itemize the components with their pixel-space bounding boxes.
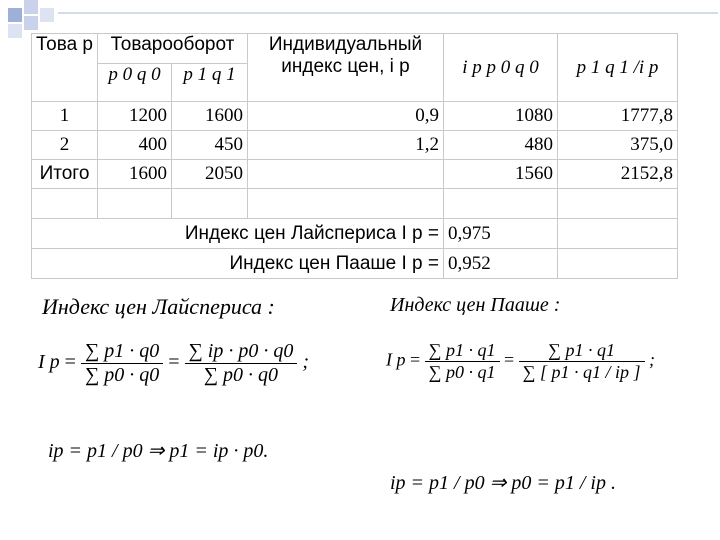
paasche-formula-title: Индекс цен Пааше : <box>390 294 561 316</box>
cell-ip <box>248 160 444 189</box>
header-goods: Това р <box>32 34 98 102</box>
deco-square <box>8 24 22 38</box>
cell-p0q0: 1600 <box>98 160 172 189</box>
table-row-empty <box>32 189 678 219</box>
ip-definition-right: ip = p1 / p0 ⇒ p0 = p1 / ip . <box>390 472 616 494</box>
ip-definition-left: ip = p1 / p0 ⇒ p1 = ip · p0. <box>48 440 269 462</box>
cell-p0q0: 1200 <box>98 102 172 131</box>
fraction-ip-p0q0-over-p0q0: $\frac{\sum ip \cdot p0 \cdot q0}{\sum p0 \cdot q0}$ <box>185 340 298 387</box>
cell-ip-p0q0: 480 <box>444 131 558 160</box>
fraction-p1q0-over-p0q0: $\frac{\sum p1 \cdot q0}{\sum p0 \cdot q0}$ <box>81 340 163 387</box>
header-p1q1: p 1 q 1 <box>172 64 248 102</box>
header-p0q0: p 0 q 0 <box>98 64 172 102</box>
cell-p1q1-div-ip: 375,0 <box>558 131 678 160</box>
cell-p1q1: 450 <box>172 131 248 160</box>
fraction-p1q1-over-sum-div: $\frac{\sum p1 \cdot q1}{\sum [ p1 \cdot q1 / ip ]}$ <box>519 340 645 383</box>
formula-ip: I p <box>38 351 60 374</box>
cell-p1q1: 2050 <box>172 160 248 189</box>
paasche-label: Индекс цен Пааше I p = <box>32 249 444 279</box>
deco-square <box>24 0 38 14</box>
laspeyres-formula: I p = $\frac{\sum p1 \cdot q0}{\sum p0 \cdot q0}$ = $\frac{\sum ip \cdot p0 \cdot q0}{\sum p0 \cdot q0}$ ; <box>38 340 309 386</box>
table-row <box>32 102 678 131</box>
header-individual-index: Индивидуальный индекс цен, i p <box>248 34 444 102</box>
table-row-laspeyres <box>32 219 678 249</box>
table-row-total <box>32 160 678 189</box>
cell-ip-p0q0: 1560 <box>444 160 558 189</box>
deco-square <box>8 8 22 22</box>
index-table <box>31 33 677 291</box>
cell-p1q1-div-ip: 2152,8 <box>558 160 678 189</box>
cell-goods: 1 <box>32 102 98 131</box>
deco-square <box>24 16 38 30</box>
paasche-formula: I p = $\frac{\sum p1 \cdot q1}{\sum p0 \cdot q1}$ = $\frac{\sum p1 \cdot q1}{\sum [ p1 \cdot q1 / ip ]}$ ; <box>386 340 655 382</box>
cell-p1q1-div-ip: 1777,8 <box>558 102 678 131</box>
formula-ip: I p <box>386 349 406 370</box>
paasche-value: 0,952 <box>444 249 558 279</box>
deco-line <box>58 12 718 14</box>
cell-p1q1: 1600 <box>172 102 248 131</box>
cell-goods: Итого <box>32 160 98 189</box>
table-row-paasche <box>32 249 678 279</box>
laspeyres-formula-title: Индекс цен Лайсперuса : <box>42 294 275 319</box>
laspeyres-label: Индекс цен Лайспериса I p = <box>32 219 444 249</box>
cell-p0q0: 400 <box>98 131 172 160</box>
deco-square <box>40 8 54 22</box>
header-turnover: Товарооборот <box>98 34 248 64</box>
header-p1q1-div-ip: p 1 q 1 /i p <box>558 34 678 102</box>
cell-goods: 2 <box>32 131 98 160</box>
cell-ip: 1,2 <box>248 131 444 160</box>
fraction-p1q1-over-p0q1: $\frac{\sum p1 \cdot q1}{\sum p0 \cdot q1}$ <box>425 340 500 383</box>
laspeyres-value: 0,975 <box>444 219 558 249</box>
cell-ip: 0,9 <box>248 102 444 131</box>
table-row <box>32 131 678 160</box>
cell-ip-p0q0: 1080 <box>444 102 558 131</box>
header-ip-p0q0: i p p 0 q 0 <box>444 34 558 102</box>
